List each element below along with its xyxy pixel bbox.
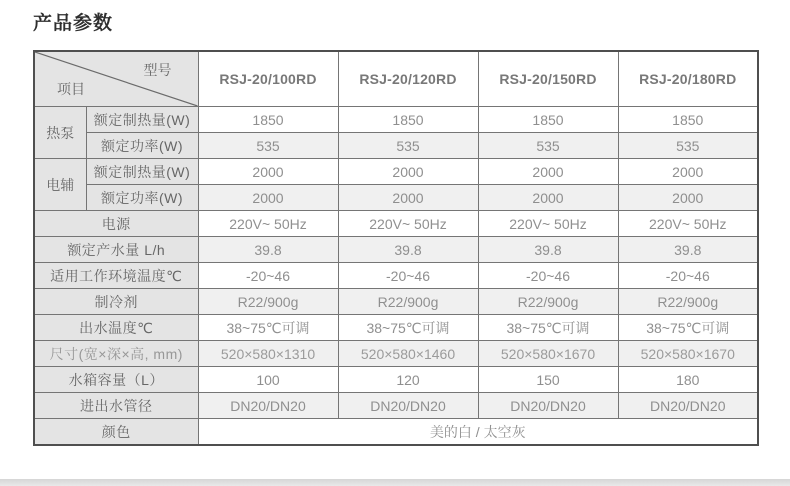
cell-value: 2000: [198, 185, 338, 211]
cell-value: DN20/DN20: [338, 393, 478, 419]
cell-value: 39.8: [198, 237, 338, 263]
cell-value: R22/900g: [478, 289, 618, 315]
cell-value: 120: [338, 367, 478, 393]
cell-value: -20~46: [478, 263, 618, 289]
group-label-electric-aux: 电辅: [34, 159, 86, 211]
corner-item-label: 项目: [57, 81, 85, 97]
model-header: RSJ-20/180RD: [618, 51, 758, 107]
cell-value: 38~75℃可调: [618, 315, 758, 341]
cell-value: 520×580×1670: [478, 341, 618, 367]
cell-value: R22/900g: [618, 289, 758, 315]
cell-value: 38~75℃可调: [198, 315, 338, 341]
cell-value: 220V~ 50Hz: [478, 211, 618, 237]
cell-value: 100: [198, 367, 338, 393]
table-row: [34, 237, 758, 263]
product-spec-table: [33, 50, 759, 446]
table-row: [34, 367, 758, 393]
cell-value: 2000: [618, 185, 758, 211]
cell-value: DN20/DN20: [198, 393, 338, 419]
cell-value: 535: [478, 133, 618, 159]
row-label: 额定制热量(W): [86, 107, 198, 133]
row-label: 额定功率(W): [86, 185, 198, 211]
cell-value: 2000: [478, 159, 618, 185]
cell-value: -20~46: [338, 263, 478, 289]
cell-value: 520×580×1460: [338, 341, 478, 367]
corner-header-cell: [34, 51, 198, 107]
row-label: 颜色: [34, 419, 198, 446]
table-row: [34, 263, 758, 289]
row-label: 额定制热量(W): [86, 159, 198, 185]
cell-value: 1850: [618, 107, 758, 133]
row-label: 进出水管径: [34, 393, 198, 419]
table-header-row: [34, 51, 758, 107]
table-row: [34, 185, 758, 211]
model-header: RSJ-20/100RD: [198, 51, 338, 107]
row-label: 适用工作环境温度℃: [34, 263, 198, 289]
table-row: [34, 393, 758, 419]
cell-value: 2000: [198, 159, 338, 185]
table-row: [34, 107, 758, 133]
group-label-heat-pump: 热泵: [34, 107, 86, 159]
cell-value: 1850: [198, 107, 338, 133]
cell-value: 220V~ 50Hz: [198, 211, 338, 237]
page-title: 产品参数: [33, 13, 114, 34]
table-row: [34, 419, 758, 446]
row-label: 水箱容量（L）: [34, 367, 198, 393]
row-label: 尺寸(宽×深×高, mm): [34, 341, 198, 367]
cell-value: 39.8: [338, 237, 478, 263]
model-header: RSJ-20/150RD: [478, 51, 618, 107]
cell-value: -20~46: [618, 263, 758, 289]
row-label: 制冷剂: [34, 289, 198, 315]
corner-model-label: 型号: [143, 62, 172, 78]
cell-value: R22/900g: [338, 289, 478, 315]
row-label: 额定产水量 L/h: [34, 237, 198, 263]
table-row: [34, 315, 758, 341]
cell-value: 150: [478, 367, 618, 393]
cell-value: 38~75℃可调: [338, 315, 478, 341]
cell-value: 180: [618, 367, 758, 393]
model-header: RSJ-20/120RD: [338, 51, 478, 107]
cell-value: -20~46: [198, 263, 338, 289]
table-row: [34, 211, 758, 237]
cell-value: 535: [618, 133, 758, 159]
cell-value: 220V~ 50Hz: [338, 211, 478, 237]
cell-value: DN20/DN20: [478, 393, 618, 419]
page-bottom-divider: [0, 479, 790, 486]
cell-value-color: 美的白 / 太空灰: [198, 419, 758, 446]
row-label: 额定功率(W): [86, 133, 198, 159]
cell-value: 38~75℃可调: [478, 315, 618, 341]
cell-value: R22/900g: [198, 289, 338, 315]
cell-value: 520×580×1670: [618, 341, 758, 367]
table-row: [34, 289, 758, 315]
table-row: [34, 341, 758, 367]
table-row: [34, 159, 758, 185]
cell-value: 220V~ 50Hz: [618, 211, 758, 237]
cell-value: 2000: [478, 185, 618, 211]
cell-value: 1850: [338, 107, 478, 133]
cell-value: 535: [198, 133, 338, 159]
cell-value: 39.8: [478, 237, 618, 263]
cell-value: 2000: [618, 159, 758, 185]
table-row: [34, 133, 758, 159]
row-label: 出水温度℃: [34, 315, 198, 341]
cell-value: 1850: [478, 107, 618, 133]
cell-value: DN20/DN20: [618, 393, 758, 419]
cell-value: 2000: [338, 185, 478, 211]
cell-value: 520×580×1310: [198, 341, 338, 367]
cell-value: 535: [338, 133, 478, 159]
row-label: 电源: [34, 211, 198, 237]
cell-value: 39.8: [618, 237, 758, 263]
cell-value: 2000: [338, 159, 478, 185]
